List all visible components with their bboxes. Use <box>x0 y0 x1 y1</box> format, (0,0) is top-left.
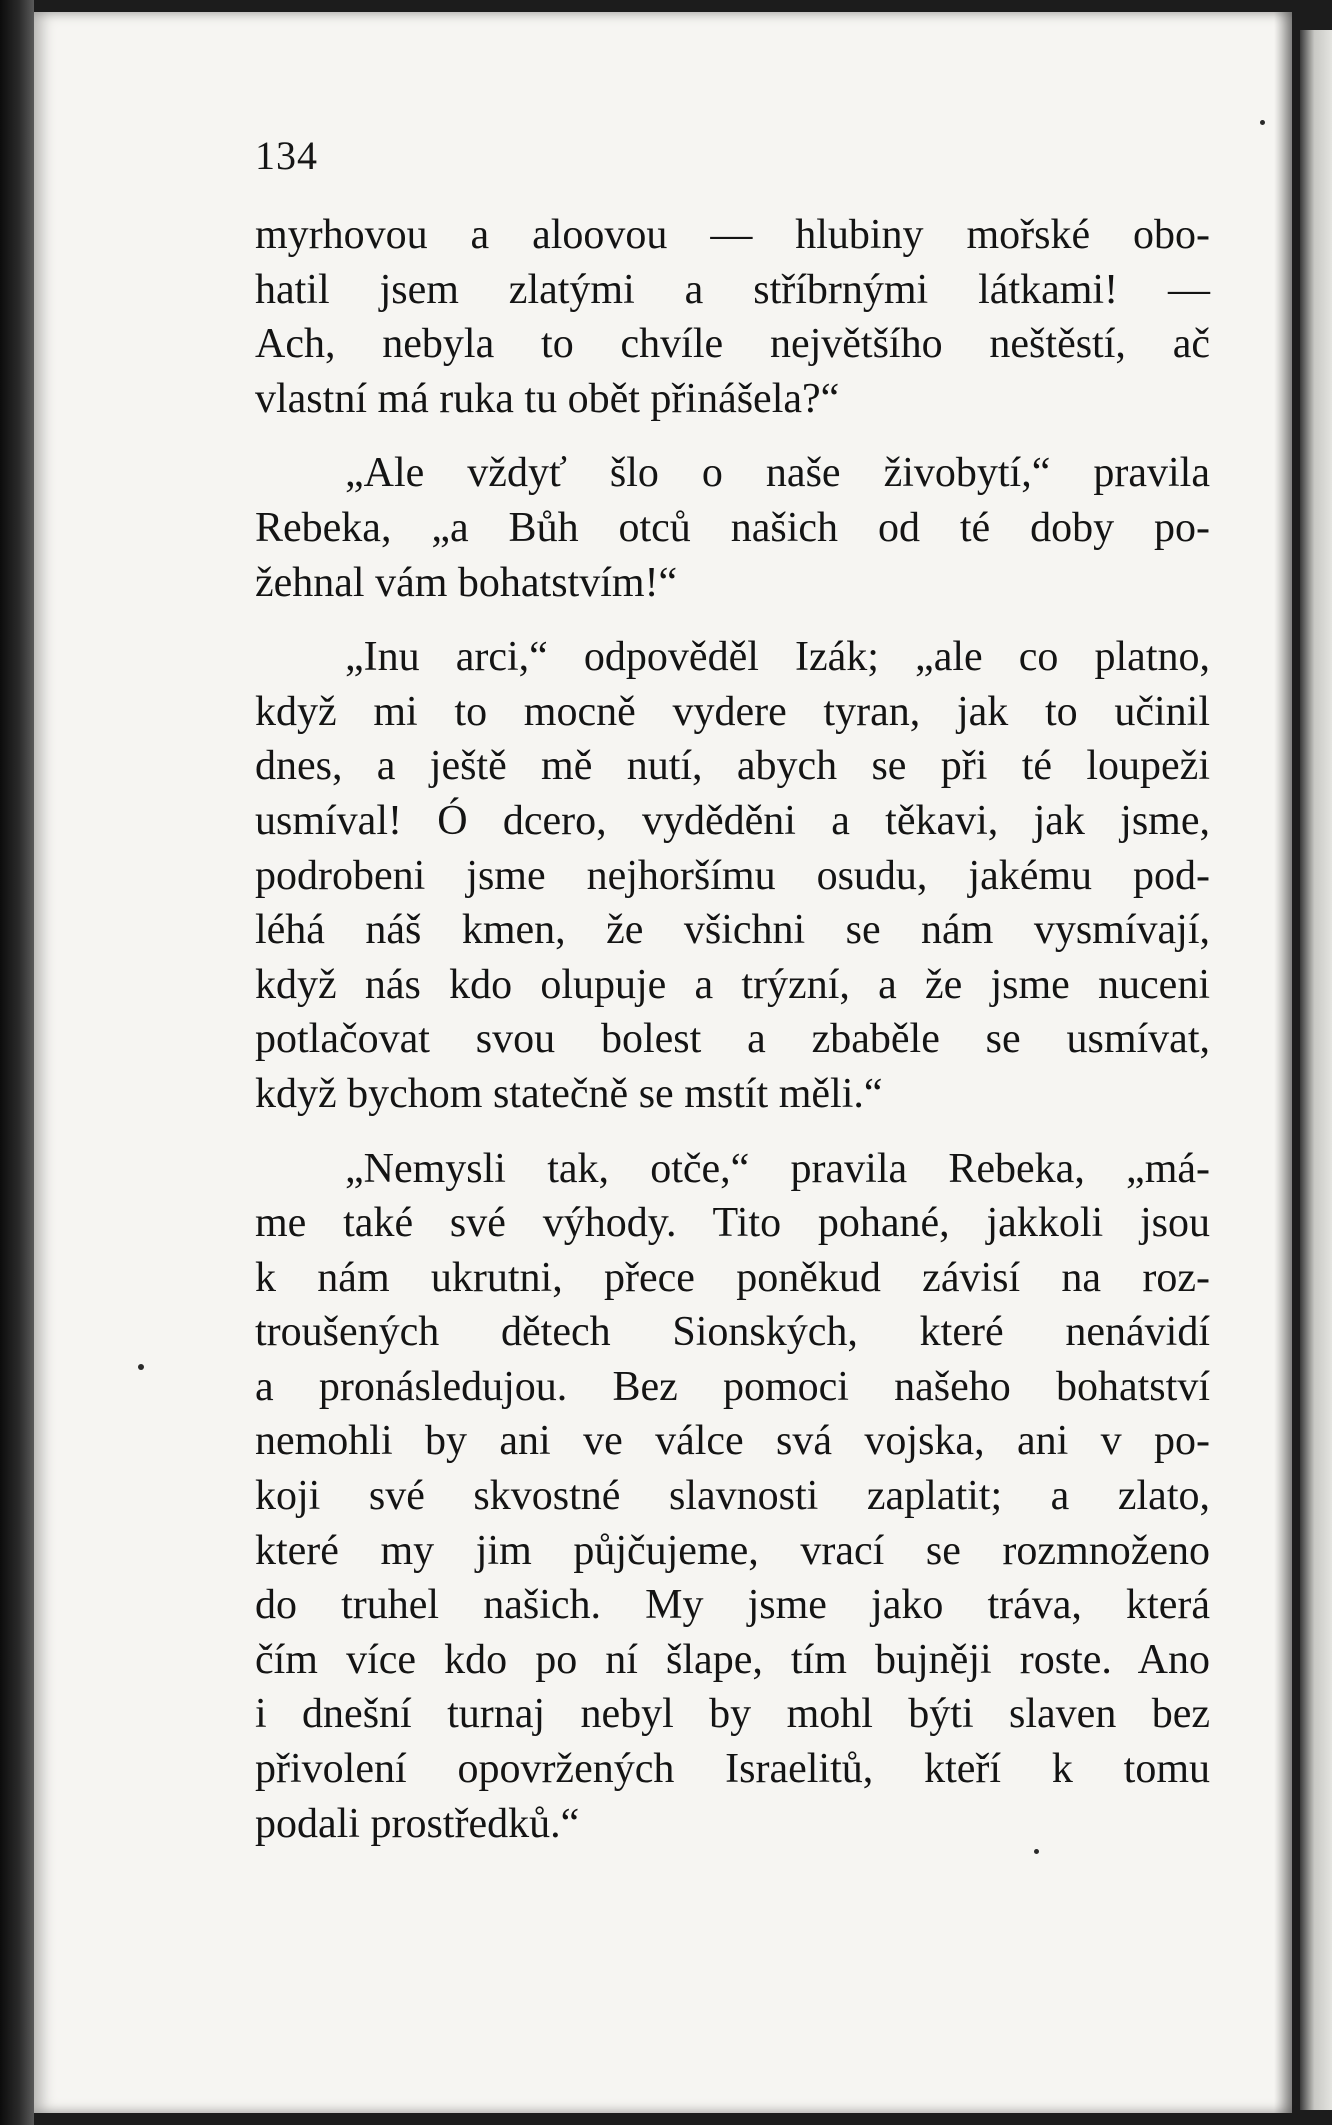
page-number: 134 <box>255 133 318 178</box>
text-line: „Inu arci,“ odpověděl Izák; „ale co platno, <box>345 634 1210 681</box>
text-line: i dnešní turnaj nebyl by mohl býti slaven bez <box>255 1691 1210 1738</box>
text-line: troušených dětech Sionských, které nenávidí <box>255 1309 1210 1356</box>
text-line: vlastní má ruka tu obět přinášela?“ <box>255 375 840 422</box>
text-line: usmíval! Ó dcero, vyděděni a těkavi, jak jsme, <box>255 797 1210 844</box>
text-line: podali prostředků.“ <box>255 1800 580 1847</box>
text-line: podrobeni jsme nejhoršímu osudu, jakému pod- <box>255 852 1210 899</box>
text-line: čím více kdo po ní šlape, tím bujněji roste. Ano <box>255 1636 1210 1683</box>
text-line: dnes, a ještě mě nutí, abych se při té loupeži <box>255 743 1210 790</box>
ink-speck <box>1034 1849 1039 1854</box>
scan-left-edge <box>0 0 34 2125</box>
text-line: přivolení opovržených Israelitů, kteří k tomu <box>255 1746 1210 1793</box>
text-line: hatil jsem zlatými a stříbrnými látkami! — <box>255 266 1210 313</box>
text-line: potlačovat svou bolest a zbaběle se usmívat, <box>255 1016 1210 1063</box>
text-line: „Nemysli tak, otče,“ pravila Rebeka, „má- <box>345 1145 1210 1192</box>
text-line: a pronásledujou. Bez pomoci našeho bohatství <box>255 1363 1210 1410</box>
text-line: když mi to mocně vydere tyran, jak to učinil <box>255 688 1210 735</box>
text-line: když nás kdo olupuje a trýzní, a že jsme nuceni <box>255 961 1210 1008</box>
text-line: k nám ukrutni, přece poněkud závisí na roz- <box>255 1254 1210 1301</box>
text-line: koji své skvostné slavnosti zaplatit; a zlato, <box>255 1473 1210 1520</box>
page-gutter-shadow <box>1274 12 1292 2113</box>
book-page <box>34 12 1292 2113</box>
text-line: když bychom statečně se mstít měli.“ <box>255 1070 883 1117</box>
text-line: léhá náš kmen, že všichni se nám vysmívají, <box>255 907 1210 954</box>
paragraph <box>255 1142 1210 1852</box>
text-line: myrhovou a aloovou — hlubiny mořské obo- <box>255 212 1210 258</box>
ink-speck <box>138 1364 144 1370</box>
text-line: Rebeka, „a Bůh otců našich od té doby po- <box>255 504 1210 551</box>
paragraph <box>255 630 1210 1121</box>
paragraph <box>255 446 1210 610</box>
ink-speck <box>1260 120 1265 125</box>
text-line: Ach, nebyla to chvíle největšího neštěstí, ač <box>255 321 1210 368</box>
text-line: do truhel našich. My jsme jako tráva, která <box>255 1582 1210 1629</box>
text-line: me také své výhody. Tito pohané, jakkoli jsou <box>255 1200 1210 1247</box>
text-line: žehnal vám bohatstvím!“ <box>255 559 678 606</box>
text-line: „Ale vždyť šlo o naše živobytí,“ pravila <box>345 450 1210 497</box>
text-line: které my jim půjčujeme, vrací se rozmnoženo <box>255 1527 1210 1574</box>
page-text <box>255 208 1210 1851</box>
paragraph <box>255 208 1210 426</box>
text-line: nemohli by ani ve válce svá vojska, ani v po- <box>255 1418 1210 1465</box>
next-page-edge <box>1300 30 1332 2110</box>
